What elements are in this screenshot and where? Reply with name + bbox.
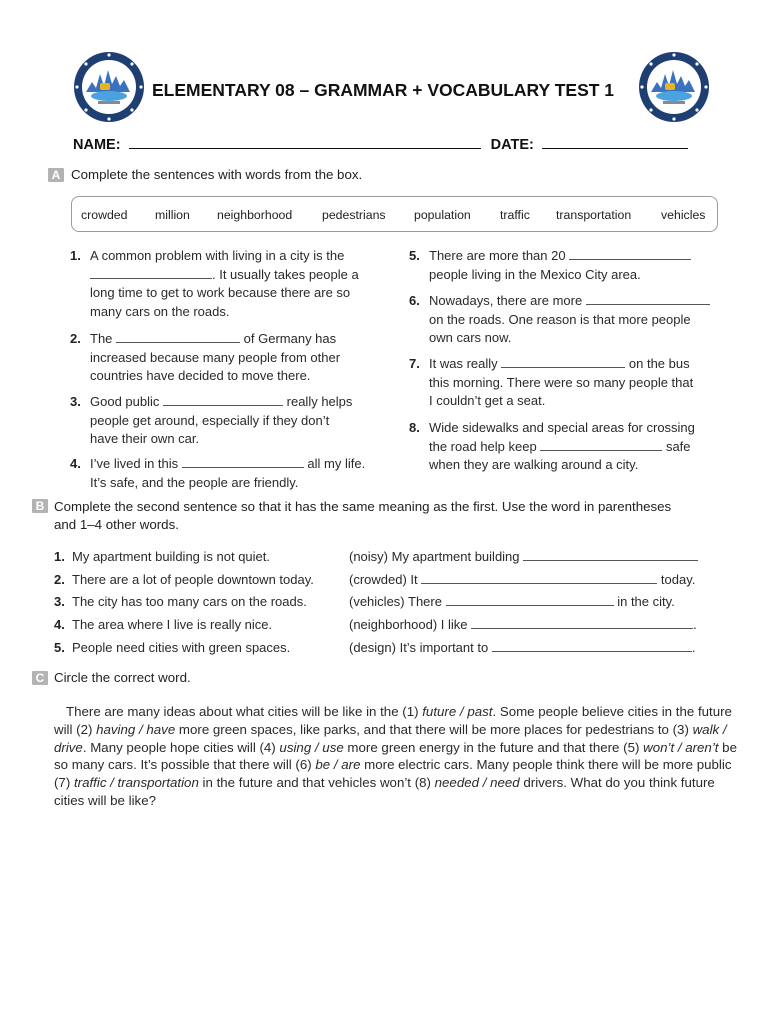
section-b-first-sentence: The area where I live is really nice. bbox=[72, 617, 273, 632]
word-box bbox=[71, 196, 718, 232]
section-b-answer-row: (vehicles) There in the city. bbox=[349, 594, 675, 609]
answer-blank[interactable] bbox=[540, 439, 662, 451]
answer-blank[interactable] bbox=[90, 267, 212, 279]
choice-2[interactable]: having / have bbox=[96, 721, 176, 737]
section-a-item-7: It was really on the bus this morning. There were so many people that I couldn’t get a seat. bbox=[429, 356, 694, 408]
section-b-instruction: Complete the second sentence so that it has the same meaning as the first. Use the word in parentheses and 1–4 other words. bbox=[54, 499, 672, 532]
item-number: 3. bbox=[70, 394, 81, 409]
choice-5[interactable]: won’t / aren’t bbox=[643, 739, 719, 755]
section-b-answer-row: (crowded) It today. bbox=[349, 572, 696, 587]
answer-blank[interactable] bbox=[586, 293, 710, 305]
item-number: 1. bbox=[70, 248, 81, 263]
row-number: 1. bbox=[54, 549, 65, 564]
choice-7[interactable]: traffic / transportation bbox=[73, 775, 199, 791]
section-b-answer-row: (neighborhood) I like . bbox=[349, 617, 697, 632]
choice-4[interactable]: using / use bbox=[279, 739, 344, 755]
choice-1[interactable]: future / past bbox=[422, 704, 493, 719]
item-number: 4. bbox=[70, 456, 81, 471]
date-label: DATE: bbox=[490, 137, 534, 153]
school-logo-right bbox=[637, 50, 711, 124]
row-number: 3. bbox=[54, 594, 65, 609]
date-field[interactable] bbox=[542, 136, 688, 149]
name-label: NAME: bbox=[73, 137, 121, 153]
answer-blank[interactable] bbox=[446, 594, 614, 606]
word-box-item: traffic bbox=[500, 208, 530, 222]
section-b-answer-row: (design) It’s important to . bbox=[349, 640, 696, 655]
word-box-item: neighborhood bbox=[217, 208, 293, 222]
section-b-badge: B bbox=[32, 499, 48, 513]
choice-6[interactable]: be / are bbox=[315, 757, 361, 773]
answer-blank[interactable] bbox=[501, 356, 625, 368]
name-field[interactable] bbox=[129, 136, 481, 149]
answer-blank[interactable] bbox=[163, 394, 283, 406]
page-title: ELEMENTARY 08 – GRAMMAR + VOCABULARY TEST 1 bbox=[152, 80, 615, 100]
word-box-item: pedestrians bbox=[322, 208, 386, 222]
choice-8[interactable]: needed / need bbox=[434, 775, 520, 791]
word-box-item: transportation bbox=[556, 208, 632, 222]
word-box-item: million bbox=[155, 208, 190, 222]
row-number: 4. bbox=[54, 617, 65, 632]
section-a-item-8: Wide sidewalks and special areas for crossing the road help keep safe when they are walking around a city. bbox=[429, 420, 695, 472]
row-number: 5. bbox=[54, 640, 65, 655]
item-number: 7. bbox=[409, 356, 420, 371]
section-a-item-2: The of Germany has increased because many people from other countries have decided to move there. bbox=[90, 331, 341, 383]
section-a-item-1: A common problem with living in a city is the . It usually takes people a long time to get to work because there are so many cars on the roads. bbox=[90, 248, 359, 319]
row-number: 2. bbox=[54, 572, 65, 587]
answer-blank[interactable] bbox=[421, 572, 657, 584]
section-b-first-sentence: There are a lot of people downtown today. bbox=[72, 572, 314, 587]
answer-blank[interactable] bbox=[471, 617, 693, 629]
item-number: 6. bbox=[409, 293, 420, 308]
choice-3[interactable]: walk / drive bbox=[54, 721, 727, 755]
section-a-badge: A bbox=[48, 168, 64, 182]
section-b-answer-row: (noisy) My apartment building bbox=[349, 548, 698, 567]
section-a-item-3: Good public really helps people get around, especially if they don’t have their own car. bbox=[90, 394, 353, 446]
word-box-item: crowded bbox=[81, 208, 128, 222]
word-box-item: vehicles bbox=[661, 208, 706, 222]
word-box-item: population bbox=[414, 208, 471, 222]
answer-blank[interactable] bbox=[569, 248, 691, 260]
section-b-first-sentence: The city has too many cars on the roads. bbox=[72, 594, 307, 609]
item-number: 8. bbox=[409, 420, 420, 435]
name-date-row bbox=[73, 136, 688, 153]
section-c-badge: C bbox=[32, 671, 48, 685]
section-b-first-sentence: My apartment building is not quiet. bbox=[72, 549, 270, 564]
answer-blank[interactable] bbox=[182, 456, 304, 468]
school-logo-left bbox=[72, 50, 146, 124]
item-number: 2. bbox=[70, 331, 81, 346]
section-c-paragraph: There are many ideas about what cities will be like in the (1) future / past. Some people believe cities in the future will (2) having / have more green spaces, like parks, and that there will be more places for pedestrians to (3) walk / drive. Many people hope cities will (4) using / use more green energy in the future and that there (5) won’t / aren’t be so many cars. It’s possible that there will (6) be / are more electric cars. Many people think there will be more public (7) traffic / transportation in the future and that vehicles won’t (8) needed / need drivers. What do you think future cities will be like? bbox=[54, 704, 737, 808]
answer-blank[interactable] bbox=[116, 331, 240, 343]
section-a-item-6: Nowadays, there are more on the roads. One reason is that more people own cars now. bbox=[429, 292, 729, 348]
section-a-item-4: I’ve lived in this all my life. It’s safe, and the people are friendly. bbox=[90, 456, 366, 490]
section-b-first-sentence: People need cities with green spaces. bbox=[72, 640, 291, 655]
item-number: 5. bbox=[409, 248, 420, 263]
answer-blank[interactable] bbox=[492, 640, 692, 652]
section-c-instruction: Circle the correct word. bbox=[54, 670, 191, 685]
section-a-instruction: Complete the sentences with words from the box. bbox=[71, 167, 363, 182]
section-a-item-5: There are more than 20 people living in the Mexico City area. bbox=[429, 247, 729, 284]
answer-blank[interactable] bbox=[523, 549, 698, 561]
